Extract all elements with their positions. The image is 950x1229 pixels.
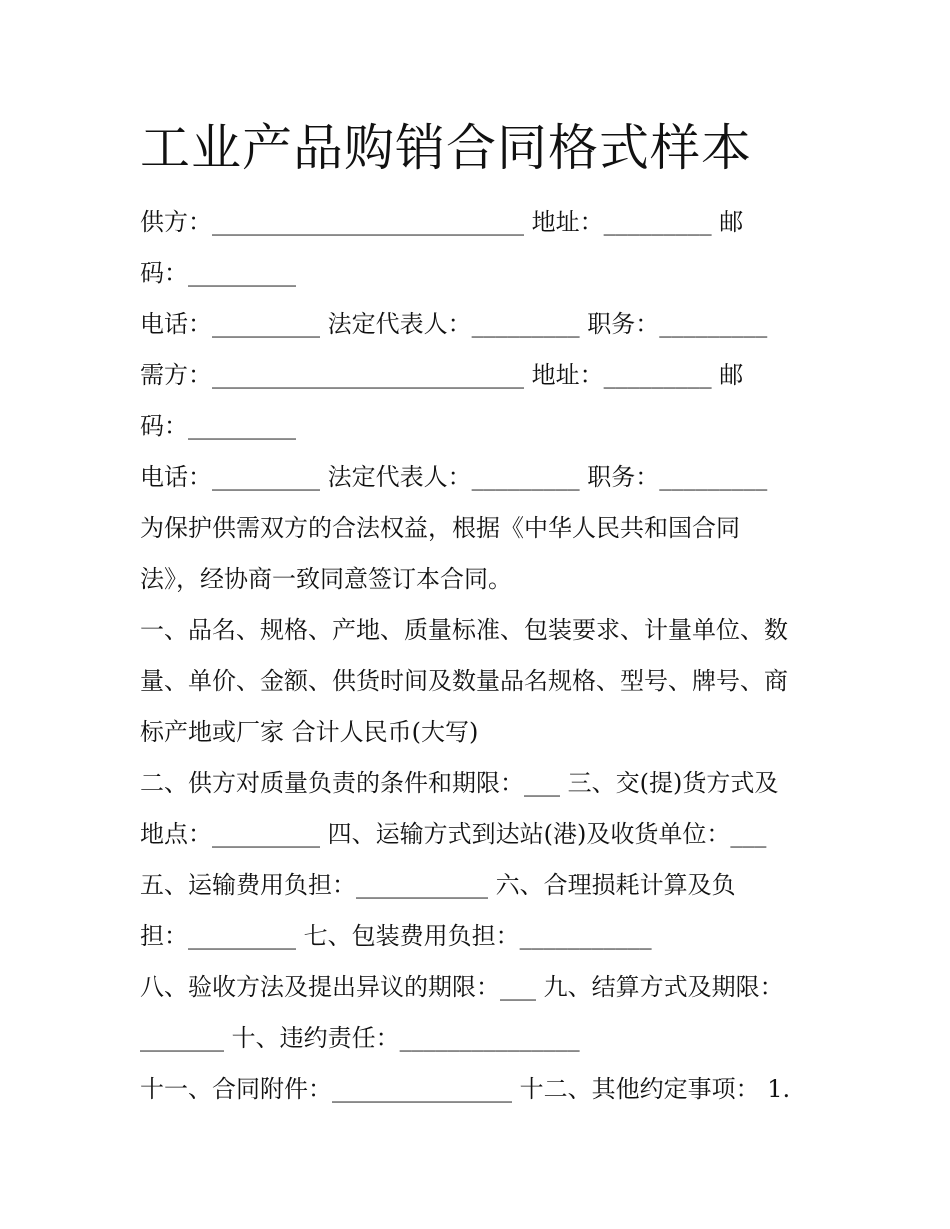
preamble-line-1: 为保护供需双方的合法权益，根据《中华人民共和国合同: [140, 514, 740, 542]
clause-1-line-2: 量、单价、金额、供货时间及数量品名规格、型号、牌号、商: [140, 667, 788, 695]
clause-5-6-line: 五、运输费用负担：___________ 六、合理损耗计算及负: [140, 871, 736, 899]
document-title: 工业产品购销合同格式样本: [140, 119, 752, 177]
supplier-postcode-line: 码：_________: [140, 259, 296, 287]
clause-2-3-line: 二、供方对质量负责的条件和期限：___ 三、交(提)货方式及: [140, 769, 779, 797]
buyer-postcode-line: 码：_________: [140, 412, 296, 440]
clause-11-12-line: 十一、合同附件：_______________ 十二、其他约定事项： 1.: [140, 1075, 791, 1103]
clause-6-7-line: 担：_________ 七、包装费用负担：___________: [140, 922, 652, 950]
clause-9-10-line: _______ 十、违约责任：_______________: [140, 1024, 580, 1052]
supplier-line: 供方：__________________________ 地址：_________ 邮: [140, 208, 744, 236]
buyer-line: 需方：__________________________ 地址：_________ 邮: [140, 361, 744, 389]
clause-1-line-1: 一、品名、规格、产地、质量标准、包装要求、计量单位、数: [140, 616, 788, 644]
clause-1-line-3: 标产地或厂家 合计人民币(大写): [140, 718, 479, 746]
clause-3-4-line: 地点：_________ 四、运输方式到达站(港)及收货单位：___: [140, 820, 767, 848]
clause-8-9-line: 八、验收方法及提出异议的期限：___ 九、结算方式及期限：: [140, 973, 784, 1001]
supplier-phone-line: 电话：_________ 法定代表人：_________ 职务：_________: [140, 310, 768, 338]
buyer-phone-line: 电话：_________ 法定代表人：_________ 职务：_________: [140, 463, 768, 491]
preamble-line-2: 法》，经协商一致同意签订本合同。: [140, 565, 512, 593]
